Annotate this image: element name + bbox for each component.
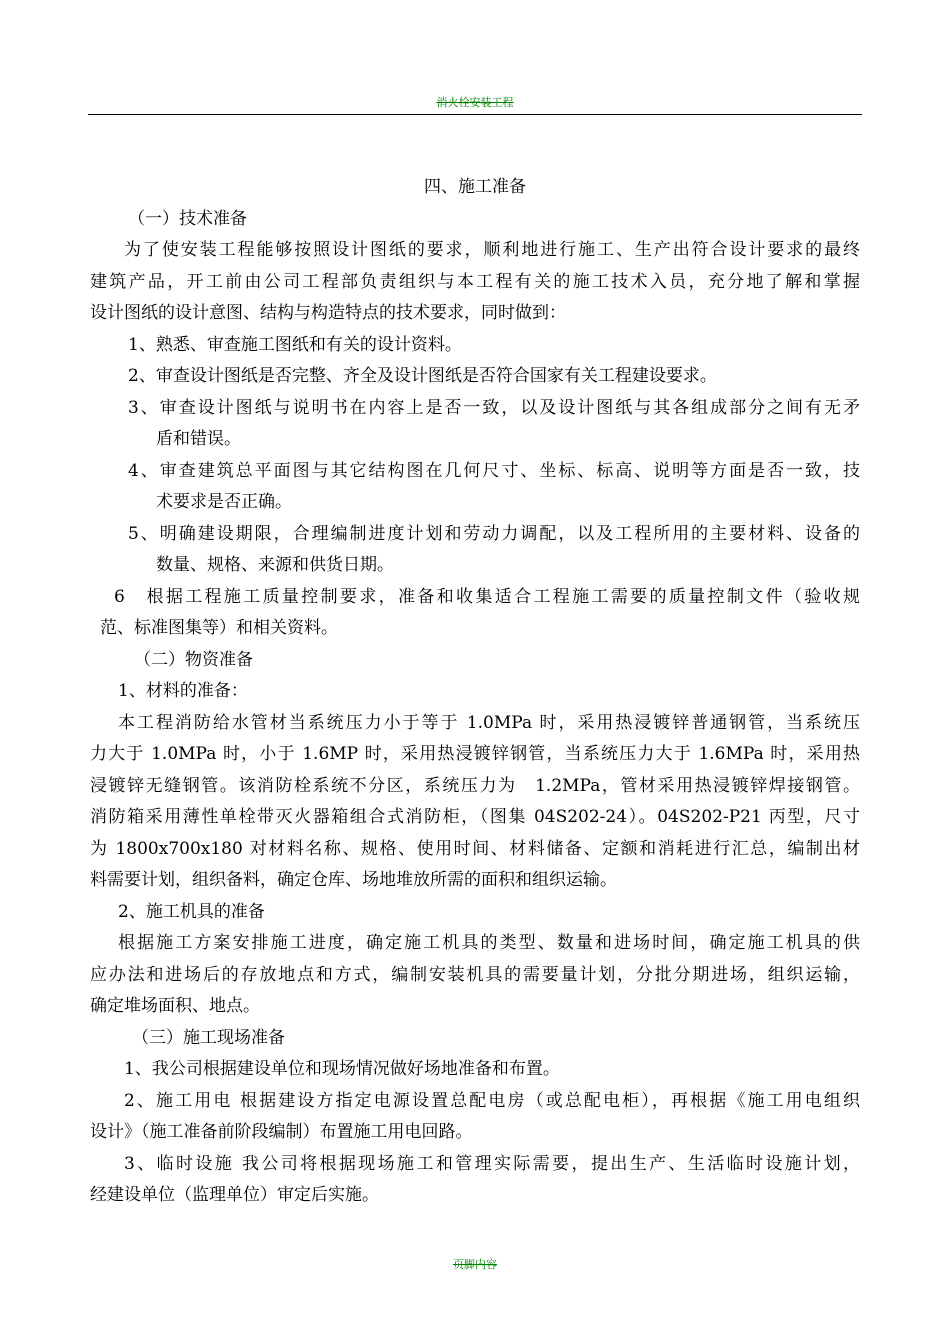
document-body <box>90 172 860 1212</box>
sub-heading: 1、材料的准备： <box>118 681 248 701</box>
paragraph-line: 设计图纸的设计意图、结构与构造特点的技术要求，同时做到： <box>90 303 566 323</box>
list-item-continuation: 设计》（施工准备前阶段编制）布置施工用电回路。 <box>90 1122 473 1142</box>
paragraph-line: 为了使安装工程能够按照设计图纸的要求，顺利地进行施工、生产出符合设计要求的最终 <box>124 240 860 260</box>
list-item-continuation: 范、标准图集等）和相关资料。 <box>100 618 338 638</box>
paragraph-line: 力大于 1.0MPa 时，小于 1.6MP 时，采用热浸镀锌钢管，当系统压力大于 1.6MPa 时，采用热 <box>90 744 860 764</box>
page-header: 消火栓安装工程 <box>436 96 514 109</box>
paragraph-line: 消防箱采用薄性单栓带灭火器箱组合式消防柜，（图集 04S202-24）。04S202-P21 丙型，尺寸 <box>90 807 860 827</box>
list-item: 2、施工用电 根据建设方指定电源设置总配电房（或总配电柜），再根据《施工用电组织 <box>124 1090 860 1111</box>
paragraph-line: 为 1800x700x180 对材料名称、规格、使用时间、材料储备、定额和消耗进行汇总，编制出材 <box>90 838 860 859</box>
list-item: 3、临时设施 我公司将根据现场施工和管理实际需要，提出生产、生活临时设施计划， <box>124 1153 860 1174</box>
paragraph-line: 根据施工方案安排施工进度，确定施工机具的类型、数量和进场时间，确定施工机具的供 <box>118 933 860 953</box>
list-item: 5、明确建设期限，合理编制进度计划和劳动力调配，以及工程所用的主要材料、设备的 <box>128 523 860 544</box>
list-item: 1、我公司根据建设单位和现场情况做好场地准备和布置。 <box>124 1059 560 1079</box>
section-title: 四、施工准备 <box>424 177 526 197</box>
paragraph-line: 建筑产品，开工前由公司工程部负责组织与本工程有关的施工技术入员，充分地了解和掌握 <box>90 271 860 292</box>
subsection-heading-materials: （二）物资准备 <box>134 649 253 670</box>
page-footer: 页脚内容 <box>453 1258 497 1271</box>
subsection-heading-site: （三）施工现场准备 <box>132 1027 285 1048</box>
list-item: 2、审查设计图纸是否完整、齐全及设计图纸是否符合国家有关工程建设要求。 <box>128 366 717 386</box>
list-item-continuation: 术要求是否正确。 <box>156 492 292 512</box>
list-item-continuation: 盾和错误。 <box>156 429 241 449</box>
header-rule <box>88 114 862 115</box>
list-item: 1、熟悉、审查施工图纸和有关的设计资料。 <box>128 334 462 355</box>
list-item: 4、审查建筑总平面图与其它结构图在几何尺寸、坐标、标高、说明等方面是否一致，技 <box>128 460 860 481</box>
list-item: 3、审查设计图纸与说明书在内容上是否一致，以及设计图纸与其各组成部分之间有无矛 <box>128 397 860 418</box>
paragraph-line: 确定堆场面积、地点。 <box>90 996 260 1016</box>
paragraph-line: 浸镀锌无缝钢管。该消防栓系统不分区，系统压力为 1.2MPa，管材采用热浸镀锌焊接钢管。 <box>90 775 860 796</box>
paragraph-line: 本工程消防给水管材当系统压力小于等于 1.0MPa 时，采用热浸镀锌普通钢管，当系统压 <box>118 712 860 733</box>
sub-heading: 2、施工机具的准备 <box>118 901 265 922</box>
subsection-heading-tech: （一）技术准备 <box>128 208 247 229</box>
paragraph-line: 料需要计划，组织备料，确定仓库、场地堆放所需的面积和组织运输。 <box>90 870 617 890</box>
list-item-continuation: 经建设单位（监理单位）审定后实施。 <box>90 1185 379 1205</box>
paragraph-line: 应办法和进场后的存放地点和方式，编制安装机具的需要量计划，分批分期进场，组织运输， <box>90 964 860 985</box>
list-item-continuation: 数量、规格、来源和供货日期。 <box>156 555 394 575</box>
list-item: 6 根据工程施工质量控制要求，准备和收集适合工程施工需要的质量控制文件（验收规 <box>114 586 860 607</box>
